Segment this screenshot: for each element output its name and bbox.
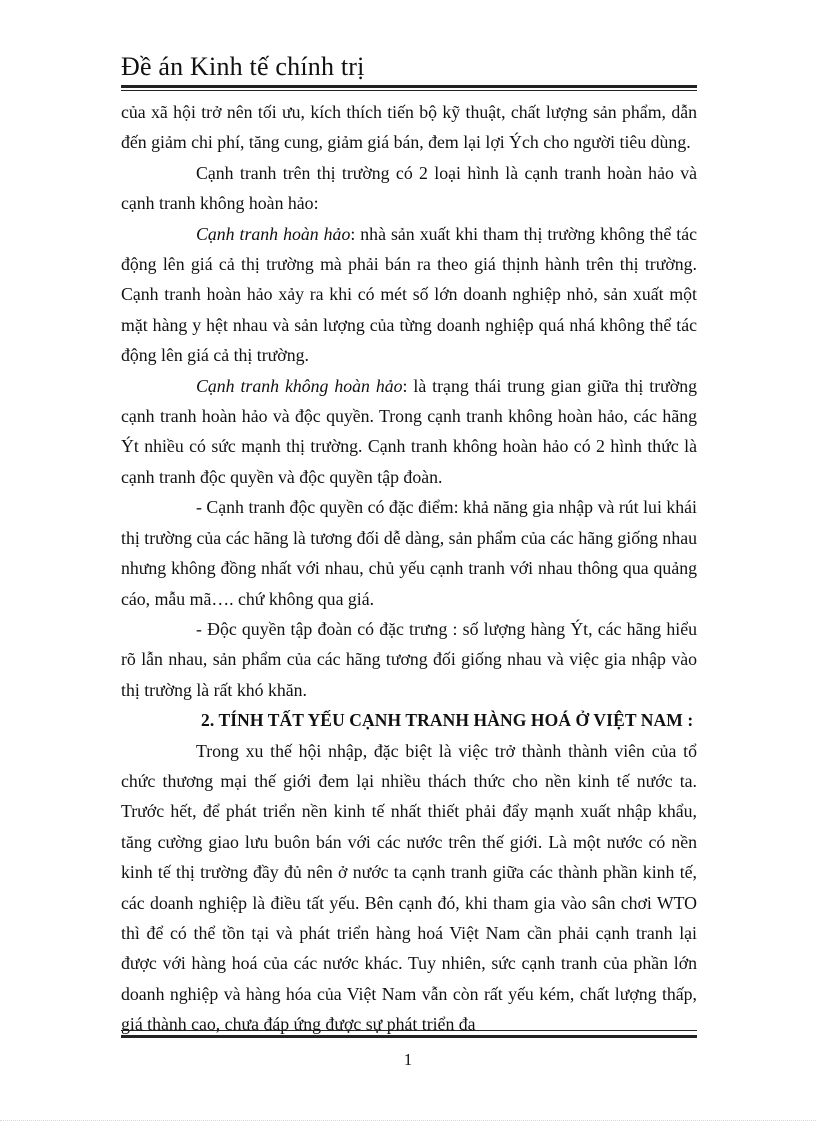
paragraph-text: : là trạng thái trung gian giữa thị trường cạnh tranh hoàn hảo và độc quyền. Trong cạnh tranh không hoàn hảo, các hãng Ýt nhiều có sức mạnh thị trường. Cạnh tranh không hoàn hảo có 2 hình thức là cạnh tranh độc quyền và độc quyền tập đoàn. (121, 375, 697, 487)
footer-rule-thick (121, 1035, 697, 1038)
header-title: Đề án Kinh tế chính trị (121, 52, 365, 81)
paragraph (121, 219, 697, 371)
paragraph (121, 371, 697, 493)
italic-term: Cạnh tranh hoàn hảo (196, 223, 351, 244)
paragraph: - Độc quyền tập đoàn có đặc trưng : số lượng hàng Ýt, các hãng hiểu rõ lẫn nhau, sản phẩm của các hãng tương đối giống nhau và việc gia nhập vào thị trường là rất khó khăn. (121, 618, 697, 700)
paragraph: Cạnh tranh trên thị trường có 2 loại hình là cạnh tranh hoàn hảo và cạnh tranh không hoàn hảo: (121, 162, 697, 214)
paragraph: - Cạnh tranh độc quyền có đặc điểm: khả năng gia nhập và rút lui khái thị trường của các hãng là tương đối dễ dàng, sản phẩm của các hãng giống nhau nhưng không đồng nhất với nhau, chủ yếu cạnh tranh với nhau thông qua quảng cáo, mẫu mã…. chứ không qua giá. (121, 497, 697, 609)
italic-term: Cạnh tranh không hoàn hảo (196, 375, 403, 396)
footer-rule-thin (121, 1030, 697, 1031)
paragraph: của xã hội trở nên tối ưu, kích thích tiến bộ kỹ thuật, chất lượng sản phẩm, dẫn đến giảm chi phí, tăng cung, giảm giá bán, đem lại lợi Ých cho người tiêu dùng. (121, 102, 697, 153)
header-rule-thick (121, 85, 697, 88)
header-rule-thin (121, 90, 697, 91)
page-bottom-border (0, 1120, 816, 1121)
paragraph: Trong xu thế hội nhập, đặc biệt là việc trở thành thành viên của tổ chức thương mại thế giới đem lại nhiều thách thức cho nền kinh tế nước ta. Trước hết, để phát triển nền kinh tế nhất thiết phải đẩy mạnh xuất nhập khẩu, tăng cường giao lưu buôn bán với các nước trên thế giới. Là một nước có nền kinh tế thị trường đầy đủ nên ở nước ta cạnh tranh giữa các thành phần kinh tế, các doanh nghiệp là điều tất yếu. Bên cạnh đó, khi tham gia vào sân chơi WTO thì để có thể tồn tại và phát triển hàng hoá Việt Nam cần phải cạnh tranh lại được với hàng hoá của các nước khác. Tuy nhiên, sức cạnh tranh của phần lớn doanh nghiệp và hàng hóa của Việt Nam vẫn còn rất yếu kém, chất lượng thấp, giá thành cao, chưa đáp ứng được sự phát triển đa (121, 740, 697, 1035)
section-heading: 2. TÍNH TẤT YẾU CẠNH TRANH HÀNG HOÁ Ở VIỆT NAM : (201, 710, 694, 731)
paragraph-text: : nhà sản xuất khi tham thị trường không thể tác động lên giá cả thị trường mà phải bán ra theo giá thịnh hành trên thị trường. Cạnh tranh hoàn hảo xảy ra khi có mét số lớn doanh nghiệp nhỏ, sản xuất một mặt hàng y hệt nhau và sản lượng của từng doanh nghiệp quá nhá không thể tác động lên giá cả thị trường. (121, 223, 698, 366)
document-body (121, 97, 697, 1040)
page-number: 1 (403, 1050, 413, 1069)
